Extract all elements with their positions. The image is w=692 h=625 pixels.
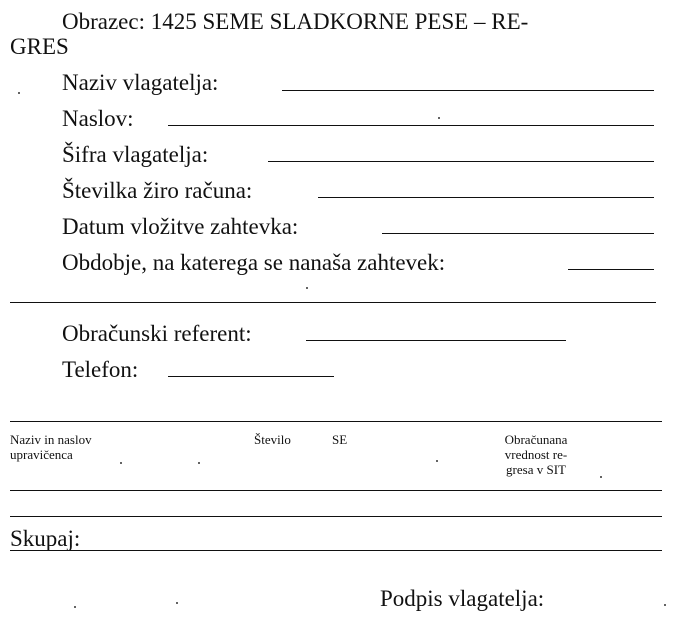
scan-speck (436, 460, 438, 462)
submission-date-field[interactable] (382, 233, 654, 234)
account-number-field[interactable] (318, 197, 654, 198)
table-body-rule (10, 516, 662, 517)
scan-speck (306, 287, 308, 289)
col-name-header-line2: upravičenca (10, 447, 73, 462)
col-name-header-line1: Naziv in naslov (10, 432, 92, 447)
submission-date-label: Datum vložitve zahtevka: (62, 214, 299, 239)
referent-label: Obračunski referent: (62, 321, 252, 346)
total-rule (10, 550, 662, 551)
signature-label: Podpis vlagatelja: (380, 586, 545, 611)
form-title-line1: Obrazec: 1425 SEME SLADKORNE PESE – RE- (62, 9, 529, 34)
scan-speck (198, 462, 200, 464)
scan-speck (664, 604, 666, 606)
applicant-name-label: Naziv vlagatelja: (62, 70, 219, 95)
col-se-header: SE (332, 432, 348, 447)
referent-field[interactable] (306, 340, 566, 341)
table-top-rule (10, 421, 662, 422)
account-number-label: Številka žiro računa: (62, 178, 253, 203)
address-field[interactable] (168, 125, 654, 126)
scan-speck (176, 602, 178, 604)
table-header-rule (10, 490, 662, 491)
phone-label: Telefon: (62, 357, 139, 382)
scan-speck (438, 117, 440, 119)
col-value-header-line1: Obračunana (504, 432, 568, 447)
col-count-header: Število (254, 432, 291, 447)
col-value-header-line3: gresa v SIT (506, 462, 566, 477)
form-title-line2: GRES (10, 34, 69, 59)
period-label: Obdobje, na katerega se nanaša zahtevek: (62, 250, 446, 275)
total-label: Skupaj: (10, 526, 81, 551)
period-field[interactable] (568, 269, 654, 270)
applicant-name-field[interactable] (282, 90, 654, 91)
scan-speck (74, 606, 76, 608)
scan-speck (600, 476, 602, 478)
phone-field[interactable] (168, 376, 334, 377)
scan-speck (120, 462, 122, 464)
scan-speck (18, 92, 20, 94)
col-value-header-line2: vrednost re- (504, 447, 568, 462)
applicant-code-field[interactable] (268, 161, 654, 162)
applicant-code-label: Šifra vlagatelja: (62, 142, 209, 167)
address-label: Naslov: (62, 106, 134, 131)
section-divider (10, 302, 656, 303)
